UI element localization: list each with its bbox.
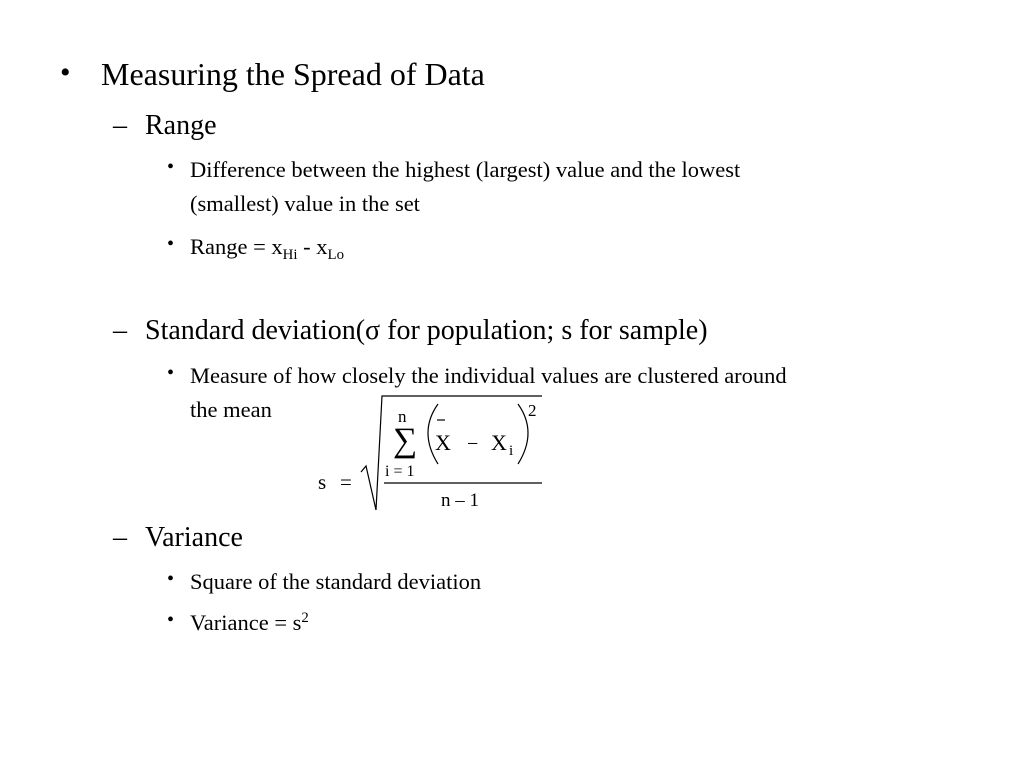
stddev-formula	[310, 392, 560, 522]
range-formula	[190, 230, 344, 264]
dash-bullet-icon: –	[113, 522, 127, 553]
right-paren-icon	[518, 404, 528, 464]
formula-xbar: X	[435, 430, 451, 455]
range-sub-lo: Lo	[327, 247, 345, 264]
bullet-dot-icon: •	[167, 568, 175, 590]
sum-top: n	[398, 407, 407, 426]
variance-formula-prefix: Variance = s	[190, 610, 302, 635]
stddev-desc-line2: the mean	[190, 397, 272, 422]
formula-equals: =	[340, 470, 352, 494]
range-desc-line1: Difference between the highest (largest) value and the lowest	[190, 157, 741, 182]
bullet-dot-icon: •	[60, 56, 71, 89]
sum-bottom: i = 1	[385, 463, 415, 480]
dash-bullet-icon: –	[113, 315, 127, 346]
variance-exponent: 2	[301, 609, 309, 626]
bullet-dot-icon: •	[167, 233, 175, 255]
sum-icon: ∑	[393, 422, 418, 459]
range-formula-prefix: Range = x	[190, 234, 283, 259]
variance-formula	[190, 606, 309, 640]
bullet-dot-icon: •	[167, 362, 175, 384]
slide-heading: Measuring the Spread of Data	[101, 56, 485, 92]
variance-desc: Square of the standard deviation	[190, 569, 482, 594]
formula-lhs: s	[318, 470, 327, 494]
formula-minus: −	[467, 433, 479, 455]
stddev-title: Standard deviation(σ for population; s for sample)	[145, 315, 708, 346]
range-desc-line2: (smallest) value in the set	[190, 191, 420, 216]
stddev-desc-line1: Measure of how closely the individual values are clustered around	[190, 363, 787, 388]
bullet-dot-icon: •	[167, 609, 175, 631]
formula-strokes	[310, 392, 560, 522]
range-formula-mid: - x	[297, 234, 328, 259]
formula-denominator: n – 1	[441, 490, 479, 511]
variance-title: Variance	[145, 522, 243, 553]
range-sub-hi: Hi	[282, 247, 298, 264]
formula-xi-sub: i	[509, 443, 514, 459]
bullet-dot-icon: •	[167, 156, 175, 178]
range-title: Range	[145, 110, 217, 141]
formula-exponent: 2	[528, 401, 537, 420]
formula-xi: X	[491, 430, 507, 455]
dash-bullet-icon: –	[113, 110, 127, 141]
